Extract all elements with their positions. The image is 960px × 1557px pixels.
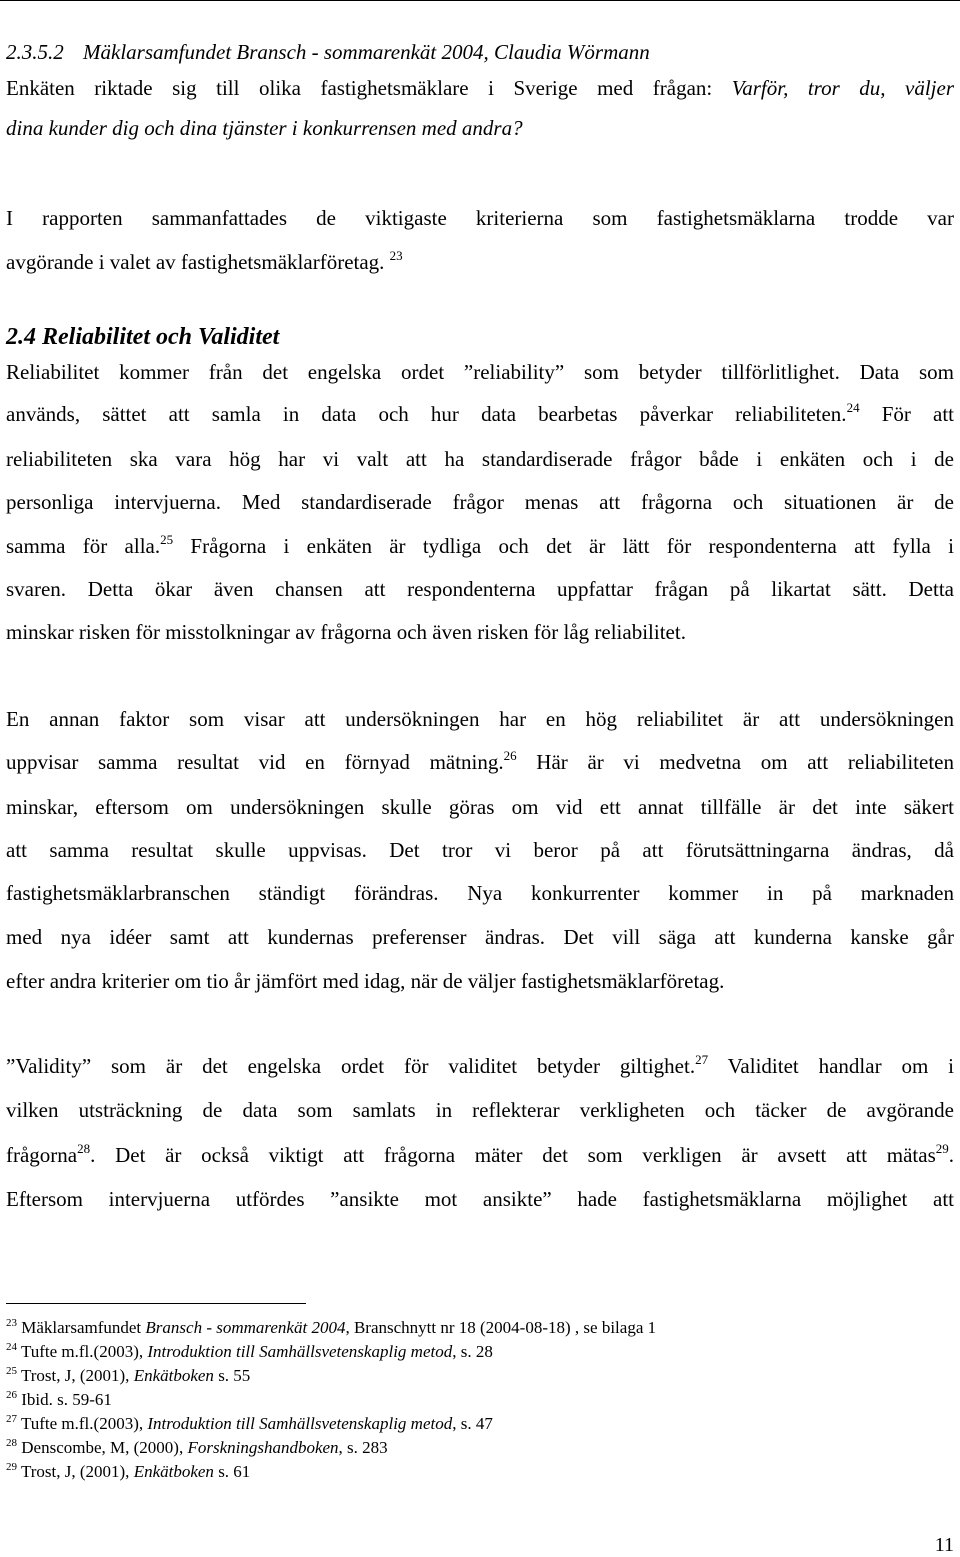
footnote-ref-27[interactable]: 27 xyxy=(695,1052,709,1067)
heading-2-4: 2.4 Reliabilitet och Validitet xyxy=(6,324,280,350)
reliability-line-6: svaren. Detta ökar även chansen att respondenterna uppfattar frågan på likartat sätt. Detta xyxy=(6,577,954,601)
factor-line-3: minskar, eftersom om undersökningen skulle göras om vid ett annat tillfälle är det inte säkert xyxy=(6,795,954,819)
section-intro-line-3: dina kunder dig och dina tjänster i konkurrensen med andra? xyxy=(6,116,523,140)
footnote-ref-24[interactable]: 24 xyxy=(846,400,860,415)
reliability-line-5: samma för alla.$^{25}$ Frågorna i enkäten är tydliga och det är lätt för respondenterna att fylla i xyxy=(6,532,955,558)
footnote-ref-25[interactable]: 25 xyxy=(160,532,174,547)
summary-line-1: I rapporten sammanfattades de viktigaste kriterierna som fastighetsmäklarna trodde var xyxy=(6,206,954,230)
factor-line-7: efter andra kriterier om tio år jämfört med idag, när de väljer fastighetsmäklarföretag. xyxy=(6,969,725,993)
validity-line-1: ”Validity” som är det engelska ordet för validitet betyder giltighet.$^{27}$ Validitet handlar om i xyxy=(6,1052,954,1078)
factor-line-6: med nya idéer samt att kundernas preferenser ändras. Det vill säga att kunderna kanske går xyxy=(6,925,954,949)
section-number: 2.3.5.2 xyxy=(6,40,64,64)
footnote-ref-29[interactable]: 29 xyxy=(935,1141,949,1156)
reliability-line-3: reliabiliteten ska vara hög har vi valt att ha standardiserade frågor både i enkäten och i de xyxy=(6,447,954,471)
reliability-line-4: personliga intervjuerna. Med standardiserade frågor menas att frågorna och situationen är de xyxy=(6,490,954,514)
page-number: 11 xyxy=(934,1534,954,1556)
reliability-line-1: Reliabilitet kommer från det engelska ordet ”reliability” som betyder tillförlitlighet. Data som xyxy=(6,360,954,384)
factor-line-5: fastighetsmäklarbranschen ständigt förändras. Nya konkurrenter kommer in på marknaden xyxy=(6,881,954,905)
footnote-28: $^{28}$ Denscombe, M, (2000), Forskningshandboken, s. 283 xyxy=(6,1437,388,1457)
footnote-29: $^{29}$ Trost, J, (2001), Enkätboken s. 61 xyxy=(6,1461,251,1481)
section-title: Mäklarsamfundet Bransch - sommarenkät 2004, Claudia Wörmann xyxy=(83,40,650,64)
footnote-25: $^{25}$ Trost, J, (2001), Enkätboken s. 55 xyxy=(6,1365,251,1385)
footnote-27: $^{27}$ Tufte m.fl.(2003), Introduktion till Samhällsvetenskaplig metod, s. 47 xyxy=(6,1413,493,1433)
footnote-ref-23[interactable]: 23 xyxy=(389,248,403,263)
summary-line-2: avgörande i valet av fastighetsmäklarföretag. $^{23}$ xyxy=(6,248,403,274)
reliability-line-2: används, sättet att samla in data och hur data bearbetas påverkar reliabiliteten.$^{24}$ För att xyxy=(6,400,954,426)
page-top-rule xyxy=(0,0,960,1)
validity-line-4: Eftersom intervjuerna utfördes ”ansikte mot ansikte” hade fastighetsmäklarna möjlighet att xyxy=(6,1187,954,1211)
factor-line-1: En annan faktor som visar att undersökningen har en hög reliabilitet är att undersökningen xyxy=(6,707,954,731)
factor-line-4: att samma resultat skulle uppvisas. Det tror vi beror på att förutsättningarna ändras, då xyxy=(6,838,954,862)
reliability-line-7: minskar risken för misstolkningar av frågorna och även risken för låg reliabilitet. xyxy=(6,620,686,644)
section-intro-line-2: Enkäten riktade sig till olika fastighetsmäklare i Sverige med frågan: Varför, tror du, väljer xyxy=(6,76,954,100)
validity-line-2: vilken utsträckning de data som samlats in reflekterar verkligheten och täcker de avgörande xyxy=(6,1098,954,1122)
section-heading xyxy=(6,40,954,65)
footnote-ref-26[interactable]: 26 xyxy=(503,748,517,763)
validity-line-3: frågorna$^{28}$. Det är också viktigt att frågorna mäter det som verkligen är avsett att mätas$^{29}$. xyxy=(6,1141,954,1167)
footnote-separator xyxy=(6,1303,306,1304)
footnote-23: $^{23}$ Mäklarsamfundet Bransch - sommarenkät 2004, Branschnytt nr 18 (2004-08-18) , se bilaga 1 xyxy=(6,1317,657,1337)
footnote-26: $^{26}$ Ibid. s. 59-61 xyxy=(6,1389,112,1409)
footnote-24: $^{24}$ Tufte m.fl.(2003), Introduktion till Samhällsvetenskaplig metod, s. 28 xyxy=(6,1341,493,1361)
footnote-ref-28[interactable]: 28 xyxy=(77,1141,91,1156)
factor-line-2: uppvisar samma resultat vid en förnyad mätning.$^{26}$ Här är vi medvetna om att reliabiliteten xyxy=(6,748,954,774)
